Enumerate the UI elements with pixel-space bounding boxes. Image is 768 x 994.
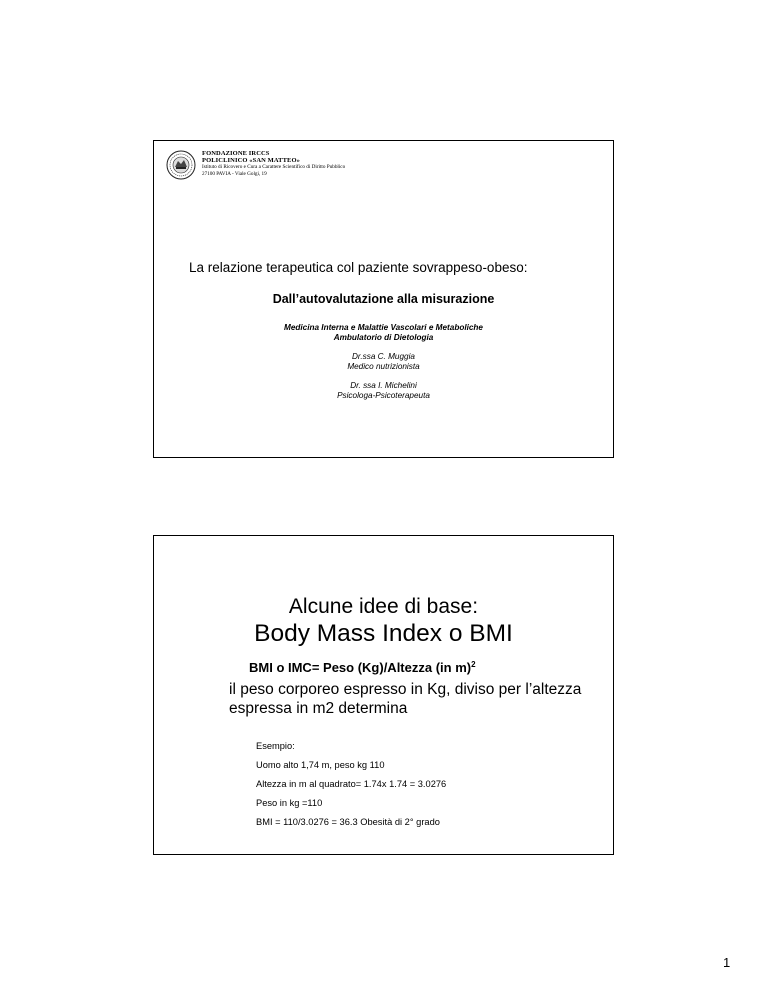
slide-title: Body Mass Index o BMI — [254, 620, 513, 647]
example-line: Esempio: — [256, 741, 295, 751]
department-unit: Ambulatorio di Dietologia — [333, 333, 434, 342]
author-2-role: Psicologa-Psicoterapeuta — [337, 391, 430, 400]
example-line: Uomo alto 1,74 m, peso kg 110 — [256, 760, 385, 770]
org-name: FONDAZIONE IRCCS — [202, 150, 270, 157]
author-1 — [154, 352, 613, 372]
page-number: 1 — [723, 955, 731, 970]
author-2-name: Dr. ssa I. Michelini — [350, 381, 417, 390]
department-info — [154, 323, 613, 343]
author-1-role: Medico nutrizionista — [347, 362, 420, 371]
org-address: 27100 PAVIA - Viale Golgi, 19 — [202, 171, 267, 177]
slide-1 — [153, 140, 614, 458]
slide-header — [166, 150, 345, 180]
formula-text: BMI o IMC= Peso (Kg)/Altezza (in m) — [249, 660, 472, 675]
presentation-title: La relazione terapeutica col paziente sovrappeso-obeso: — [189, 260, 528, 275]
bmi-description: il peso corporeo espresso in Kg, diviso per l’altezza espressa in m2 determina — [229, 681, 582, 717]
bmi-example — [256, 741, 446, 836]
organization-info — [202, 150, 345, 178]
bmi-formula — [249, 660, 476, 675]
presentation-subtitle: Dall’autovalutazione alla misurazione — [272, 292, 495, 306]
example-line: Peso in kg =110 — [256, 798, 323, 808]
org-subname: POLICLINICO «SAN MATTEO» — [202, 157, 300, 164]
example-line: BMI = 110/3.0276 = 36.3 Obesità di 2° grado — [256, 817, 440, 827]
org-description: Istituto di Ricovero e Cura a Carattere Scientifico di Diritto Pubblico — [202, 164, 346, 170]
department-name: Medicina Interna e Malattie Vascolari e Metaboliche — [284, 323, 483, 332]
formula-exponent: 2 — [471, 660, 476, 669]
slide-heading: Alcune idee di base: — [288, 595, 479, 618]
author-1-name: Dr.ssa C. Muggia — [352, 352, 415, 361]
example-line: Altezza in m al quadrato= 1.74x 1.74 = 3.0276 — [256, 779, 447, 789]
author-2 — [154, 381, 613, 401]
seal-icon — [166, 150, 196, 180]
slide-2 — [153, 535, 614, 855]
